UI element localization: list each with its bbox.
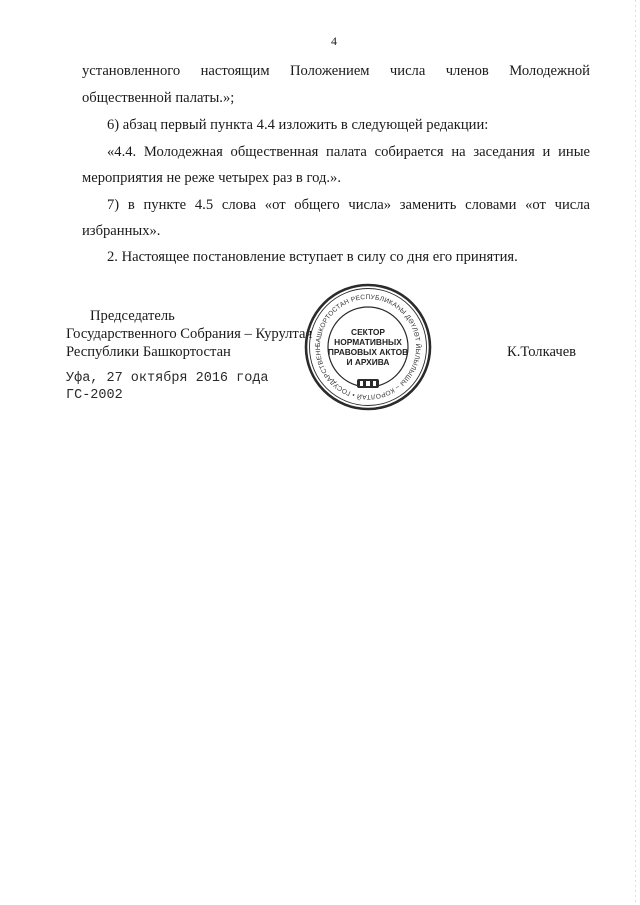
paragraph-3-line-2: мероприятия не реже четырех раз в год.».	[82, 170, 341, 186]
paragraph-4-line-2: избранных».	[82, 223, 161, 239]
signatory-name: К.Толкачев	[507, 344, 577, 360]
seal-ring-text: БАШКОРТОСТАН РЕСПУБЛИКАҺЫ ДӘҮЛӘТ ЙЫЛЫЛЫШЫ – КОРОЛТАЙ • ГОСУДАРСТВЕНН	[314, 293, 422, 401]
paragraph-5: 2. Настоящее постановление вступает в силу со дня его принятия.	[107, 249, 518, 265]
official-seal	[303, 282, 433, 412]
seal-center-line-3: ПРАВОВЫХ АКТОВ	[327, 347, 409, 357]
seal-center-line-4: И АРХИВА	[346, 357, 390, 367]
scan-edge	[635, 0, 636, 905]
signature-title-line-3: Республики Башкортостан	[66, 344, 231, 360]
signature-title-line-2: Государственного Собрания – Курултая	[66, 326, 313, 342]
paragraph-2: 6) абзац первый пункта 4.4 изложить в следующей редакции:	[107, 117, 489, 133]
paragraph-3-line-1: «4.4. Молодежная общественная палата собирается на заседания и иные	[107, 144, 590, 160]
paragraph-1-line-1: установленного настоящим Положением числа членов Молодежной	[82, 63, 590, 79]
seal-center-line-2: НОРМАТИВНЫХ	[334, 337, 402, 347]
place-date: Уфа, 27 октября 2016 года	[66, 371, 269, 386]
page-number: 4	[331, 34, 337, 48]
paragraph-1-line-2: общественной палаты.»;	[82, 90, 235, 106]
document-number: ГС-2002	[66, 388, 123, 403]
paragraph-4-line-1: 7) в пункте 4.5 слова «от общего числа» заменить словами «от числа	[107, 197, 590, 213]
seal-center-line-1: СЕКТОР	[351, 327, 385, 337]
seal-center-text	[303, 282, 433, 412]
signature-title-line-1: Председатель	[90, 308, 175, 324]
